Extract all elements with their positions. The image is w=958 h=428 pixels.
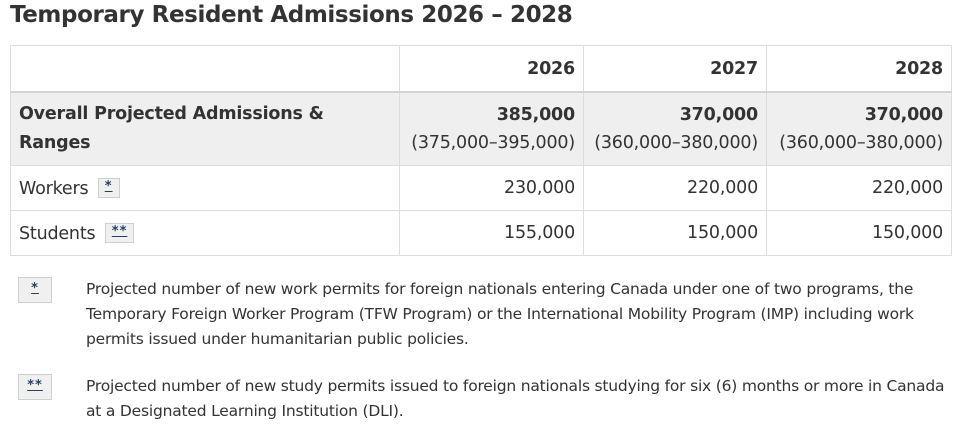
overall-range: (375,000–395,000) [411, 133, 575, 153]
students-value-2026: 155,000 [400, 211, 584, 256]
overall-total: 370,000 [679, 105, 758, 125]
header-year-2027: 2027 [584, 46, 767, 93]
footnote-workers [18, 277, 948, 352]
footnote-ref-workers[interactable]: * [98, 178, 120, 198]
students-value-2028: 150,000 [767, 211, 952, 256]
overall-total: 385,000 [496, 105, 575, 125]
workers-value-2027: 220,000 [584, 166, 767, 211]
overall-total: 370,000 [864, 105, 943, 125]
footnotes-section [18, 277, 948, 424]
workers-label: Workers [19, 178, 89, 199]
header-year-2026: 2026 [400, 46, 584, 93]
table-header-row [11, 46, 952, 93]
footnote-students [18, 374, 948, 424]
workers-label-cell [11, 166, 400, 211]
students-label-cell [11, 211, 400, 256]
header-corner-cell [11, 46, 400, 93]
overall-row [11, 92, 952, 166]
overall-cell-2026 [400, 92, 584, 166]
footnote-return-link-students[interactable]: ** [18, 374, 52, 400]
workers-value-2026: 230,000 [400, 166, 584, 211]
students-label: Students [19, 223, 96, 244]
header-year-2028: 2028 [767, 46, 952, 93]
overall-range: (360,000–380,000) [779, 133, 943, 153]
footnote-return-link-workers[interactable]: * [18, 277, 52, 303]
overall-label: Overall Projected Admissions & Ranges [11, 92, 400, 166]
workers-value-2028: 220,000 [767, 166, 952, 211]
footnote-text: Projected number of new study permits issued to foreign nationals studying for six (6) months or more in Canada at a Designated Learning Institution (DLI). [86, 377, 945, 420]
footnote-text: Projected number of new work permits for foreign nationals entering Canada under one of two programs, the Temporary Foreign Worker Program (TFW Program) or the International Mobility Program (IMP) including work permits issued under humanitarian public policies. [86, 280, 914, 348]
overall-cell-2028 [767, 92, 952, 166]
overall-range: (360,000–380,000) [594, 133, 758, 153]
page-title: Temporary Resident Admissions 2026 – 2028 [10, 2, 573, 28]
table-row-workers [11, 166, 952, 211]
overall-cell-2027 [584, 92, 767, 166]
table-row-students [11, 211, 952, 256]
admissions-table [10, 45, 952, 256]
footnote-ref-students[interactable]: ** [105, 223, 135, 243]
students-value-2027: 150,000 [584, 211, 767, 256]
